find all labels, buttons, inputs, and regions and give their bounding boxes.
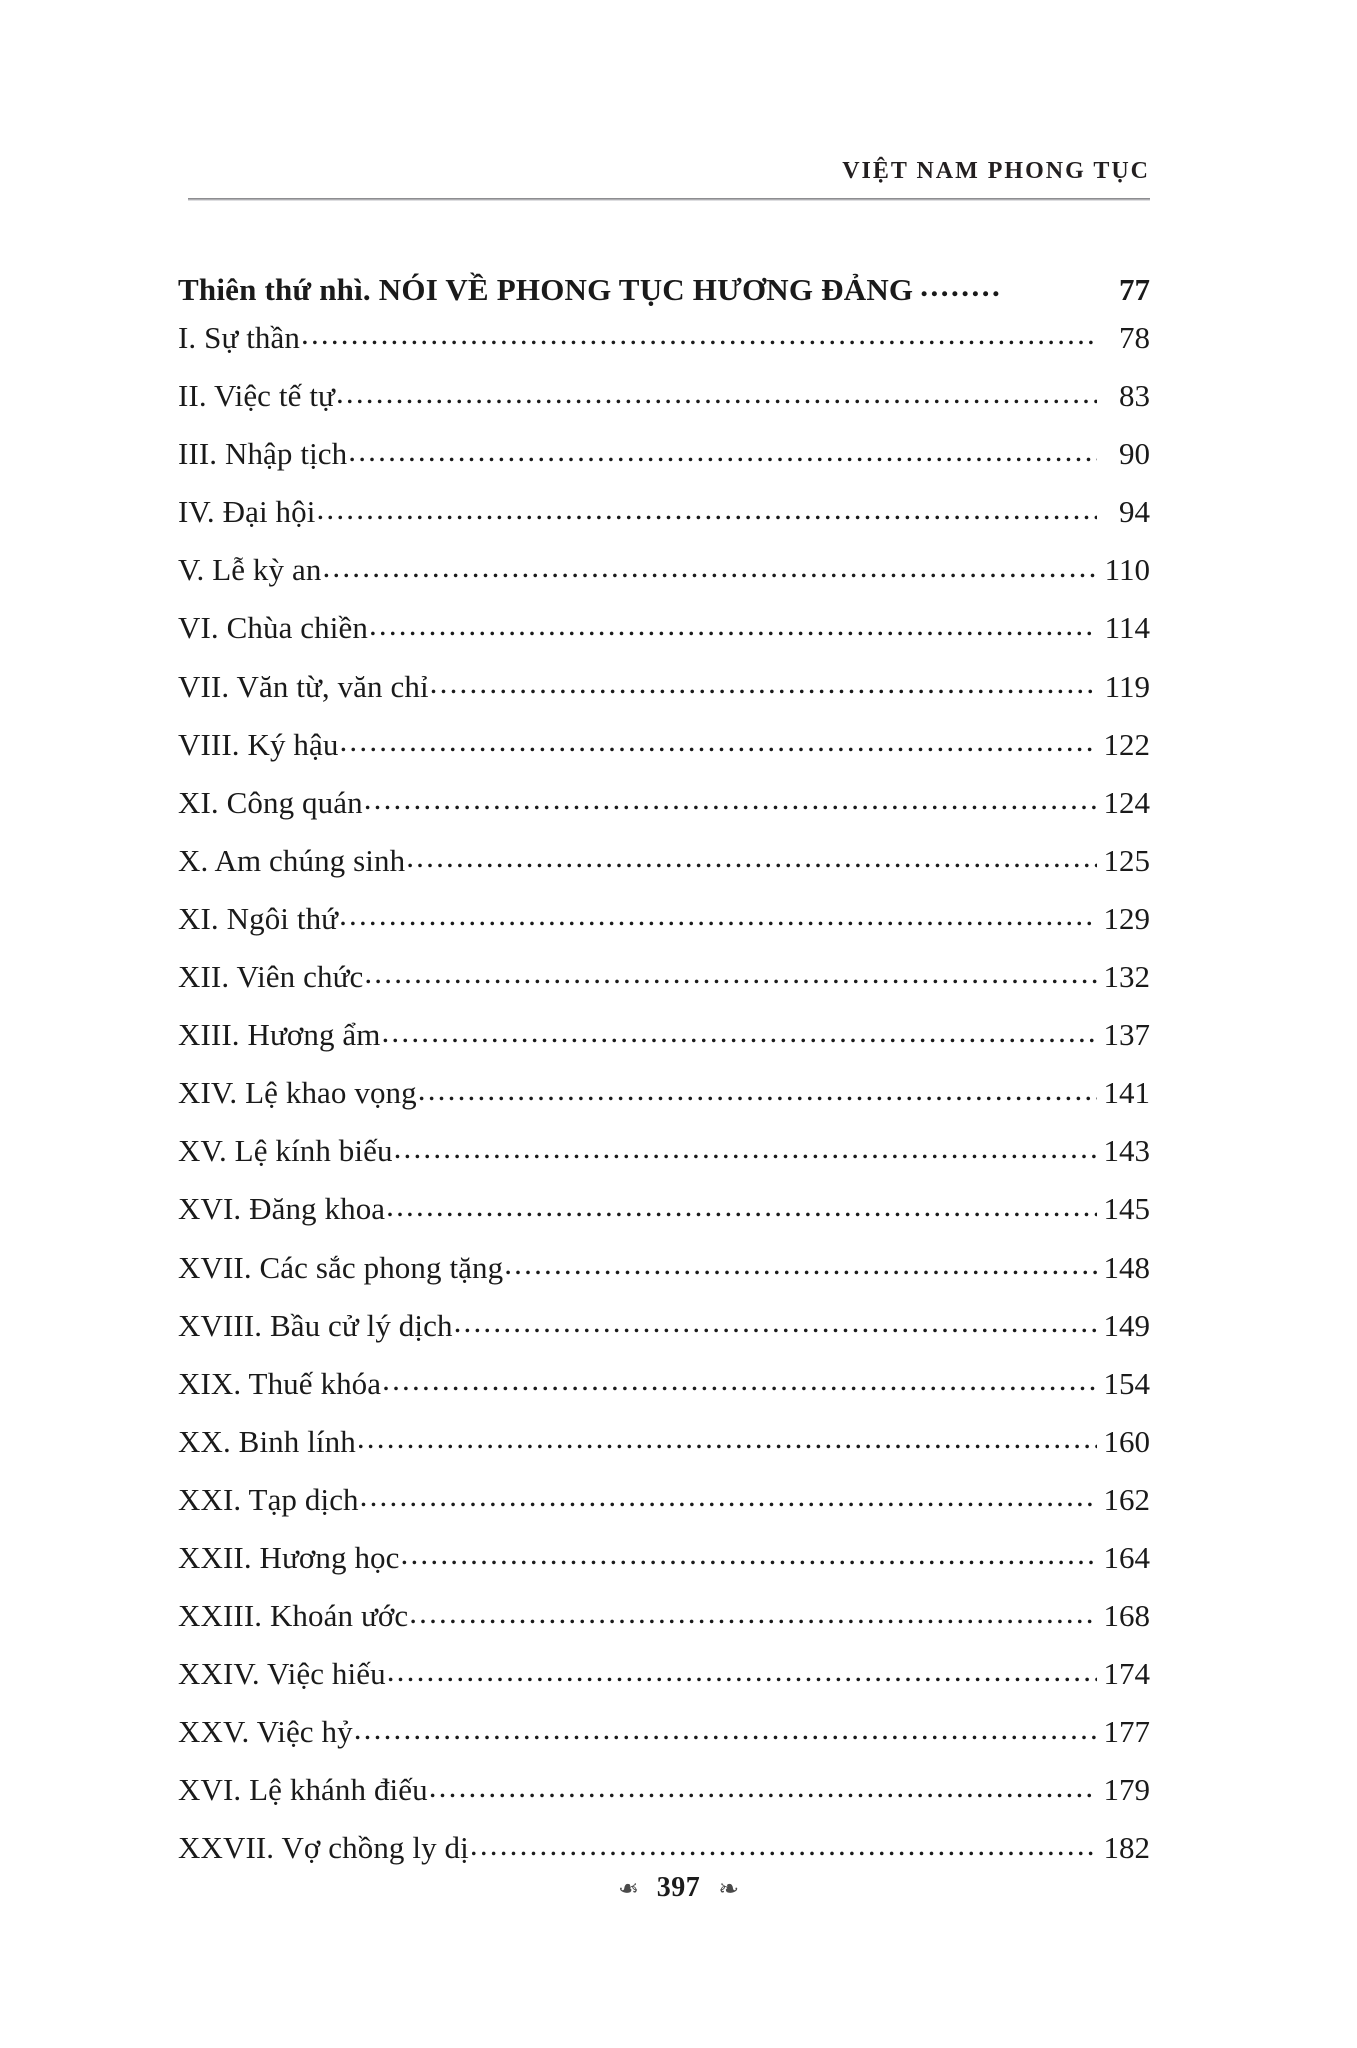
toc-leader-dots — [348, 436, 1097, 467]
toc-entry-row[interactable] — [178, 1250, 1150, 1283]
toc-entry-page: 160 — [1103, 1423, 1150, 1459]
toc-entry-page: 94 — [1119, 494, 1150, 530]
toc-entry-page: 154 — [1103, 1365, 1150, 1401]
ornament-right-icon: ❧ — [718, 1873, 740, 1903]
toc-leader-dots — [430, 669, 1097, 700]
table-of-contents — [178, 272, 1150, 1889]
toc-entry-page: 149 — [1103, 1307, 1150, 1343]
toc-entry-label: X. Am chúng sinh — [178, 842, 406, 878]
page-footer — [0, 1872, 1357, 1904]
toc-leader-dots — [429, 1772, 1097, 1803]
toc-entry-row[interactable] — [178, 1598, 1150, 1634]
toc-entry-row[interactable] — [178, 1772, 1150, 1808]
toc-leader-dots — [360, 1482, 1097, 1513]
toc-entry-page: 162 — [1103, 1481, 1150, 1517]
toc-entry-label: XIV. Lệ khao vọng — [178, 1075, 417, 1111]
toc-entry-label: XI. Công quán — [178, 784, 363, 820]
toc-entry-page: 83 — [1119, 378, 1150, 414]
toc-entry-row[interactable] — [178, 1075, 1150, 1111]
toc-leader-dots — [418, 1075, 1097, 1106]
toc-leader-dots — [920, 272, 1097, 303]
toc-entry-label: I. Sự thần — [178, 320, 300, 355]
toc-entry-label: XVIII. Bầu cử lý dịch — [178, 1307, 453, 1343]
toc-leader-dots — [504, 1250, 1097, 1281]
ornament-left-icon: ❧ — [617, 1873, 639, 1903]
toc-heading-row[interactable] — [178, 272, 1150, 305]
toc-entry-row[interactable] — [178, 669, 1150, 702]
toc-entry-row[interactable] — [178, 785, 1150, 818]
toc-entry-row[interactable] — [178, 1656, 1150, 1692]
toc-entry-row[interactable] — [178, 1191, 1150, 1227]
page-number: 397 — [656, 1872, 701, 1903]
toc-entry-page: 122 — [1103, 726, 1150, 762]
toc-entry-page: 110 — [1104, 552, 1150, 588]
toc-leader-dots — [401, 1540, 1097, 1571]
toc-entry-page: 114 — [1104, 610, 1150, 646]
toc-entry-page: 124 — [1103, 784, 1150, 820]
toc-entry-list — [178, 320, 1150, 1866]
toc-entry-label: VII. Văn từ, văn chỉ — [178, 668, 429, 704]
toc-leader-dots — [382, 1366, 1097, 1397]
toc-entry-row[interactable] — [178, 959, 1150, 995]
toc-entry-label: XI. Ngôi thứ — [178, 900, 339, 936]
toc-leader-dots — [301, 320, 1097, 351]
toc-leader-dots — [406, 843, 1097, 874]
toc-entry-label: XXIV. Việc hiếu — [178, 1656, 386, 1692]
toc-entry-label: III. Nhập tịch — [178, 436, 348, 472]
toc-entry-label: VIII. Ký hậu — [178, 726, 339, 762]
toc-entry-row[interactable] — [178, 727, 1150, 760]
toc-leader-dots — [409, 1598, 1097, 1629]
toc-entry-page: 78 — [1119, 320, 1150, 355]
toc-entry-row[interactable] — [178, 320, 1150, 353]
toc-entry-row[interactable] — [178, 378, 1150, 414]
toc-entry-row[interactable] — [178, 552, 1150, 588]
toc-entry-page: 179 — [1103, 1772, 1150, 1808]
toc-entry-label: XV. Lệ kính biếu — [178, 1133, 393, 1169]
toc-entry-page: 182 — [1103, 1830, 1150, 1866]
toc-leader-dots — [339, 901, 1097, 932]
toc-entry-page: 137 — [1103, 1017, 1150, 1053]
toc-entry-page: 177 — [1103, 1714, 1150, 1750]
toc-entry-row[interactable] — [178, 1830, 1150, 1866]
toc-entry-label: XXI. Tạp dịch — [178, 1481, 359, 1517]
toc-leader-dots — [470, 1830, 1097, 1861]
toc-entry-page: 141 — [1103, 1075, 1150, 1111]
toc-entry-page: 148 — [1103, 1249, 1150, 1285]
running-head: VIỆT NAM PHONG TỤC — [842, 158, 1150, 184]
toc-leader-dots — [381, 1017, 1097, 1048]
toc-entry-label: IV. Đại hội — [178, 494, 316, 530]
toc-entry-page: 143 — [1103, 1133, 1150, 1169]
toc-entry-row[interactable] — [178, 843, 1150, 876]
toc-entry-page: 90 — [1119, 436, 1150, 472]
toc-entry-row[interactable] — [178, 436, 1150, 472]
toc-entry-page: 119 — [1104, 668, 1150, 704]
toc-leader-dots — [364, 959, 1097, 990]
toc-heading-page: 77 — [1119, 272, 1150, 307]
toc-entry-page: 174 — [1103, 1656, 1150, 1692]
toc-leader-dots — [339, 727, 1097, 758]
toc-entry-label: XXII. Hương học — [178, 1539, 400, 1575]
toc-entry-row[interactable] — [178, 1482, 1150, 1515]
toc-entry-row[interactable] — [178, 1540, 1150, 1573]
toc-leader-dots — [336, 378, 1097, 409]
toc-leader-dots — [354, 1714, 1097, 1745]
toc-entry-row[interactable] — [178, 1308, 1150, 1341]
toc-entry-label: XXVII. Vợ chồng ly dị — [178, 1830, 469, 1866]
toc-entry-page: 125 — [1103, 842, 1150, 878]
toc-entry-label: XXIII. Khoán ước — [178, 1598, 409, 1634]
toc-entry-row[interactable] — [178, 494, 1150, 530]
toc-entry-label: XX. Binh lính — [178, 1423, 356, 1459]
toc-entry-label: XVI. Lệ khánh điếu — [178, 1772, 428, 1808]
toc-entry-page: 129 — [1103, 900, 1150, 936]
toc-entry-label: VI. Chùa chiền — [178, 610, 368, 646]
toc-entry-row[interactable] — [178, 901, 1150, 934]
toc-heading-label: Thiên thứ nhì. NÓI VỀ PHONG TỤC HƯƠNG ĐẢNG — [178, 272, 914, 307]
toc-leader-dots — [357, 1424, 1097, 1455]
toc-entry-label: II. Việc tế tự — [178, 378, 335, 414]
toc-entry-page: 164 — [1103, 1539, 1150, 1575]
running-head-rule — [188, 198, 1150, 201]
toc-entry-label: XIII. Hương ẩm — [178, 1017, 381, 1053]
toc-leader-dots — [454, 1308, 1097, 1339]
toc-entry-page: 132 — [1103, 959, 1150, 995]
toc-entry-row[interactable] — [178, 1017, 1150, 1053]
toc-entry-label: V. Lễ kỳ an — [178, 552, 322, 588]
toc-entry-label: XII. Viên chức — [178, 959, 364, 995]
toc-entry-row[interactable] — [178, 1366, 1150, 1399]
toc-leader-dots — [322, 552, 1097, 583]
toc-entry-row[interactable] — [178, 1714, 1150, 1750]
toc-leader-dots — [364, 785, 1097, 816]
toc-entry-row[interactable] — [178, 1133, 1150, 1169]
toc-leader-dots — [387, 1656, 1097, 1687]
toc-leader-dots — [369, 610, 1097, 641]
toc-entry-label: XVII. Các sắc phong tặng — [178, 1249, 504, 1285]
toc-leader-dots — [394, 1133, 1097, 1164]
toc-entry-row[interactable] — [178, 1424, 1150, 1457]
toc-entry-label: XVI. Đăng khoa — [178, 1191, 386, 1227]
toc-leader-dots — [316, 494, 1097, 525]
toc-leader-dots — [386, 1191, 1097, 1222]
toc-entry-label: XIX. Thuế khóa — [178, 1365, 382, 1401]
toc-entry-page: 168 — [1103, 1598, 1150, 1634]
toc-entry-page: 145 — [1103, 1191, 1150, 1227]
toc-entry-row[interactable] — [178, 610, 1150, 646]
toc-entry-label: XXV. Việc hỷ — [178, 1714, 353, 1750]
